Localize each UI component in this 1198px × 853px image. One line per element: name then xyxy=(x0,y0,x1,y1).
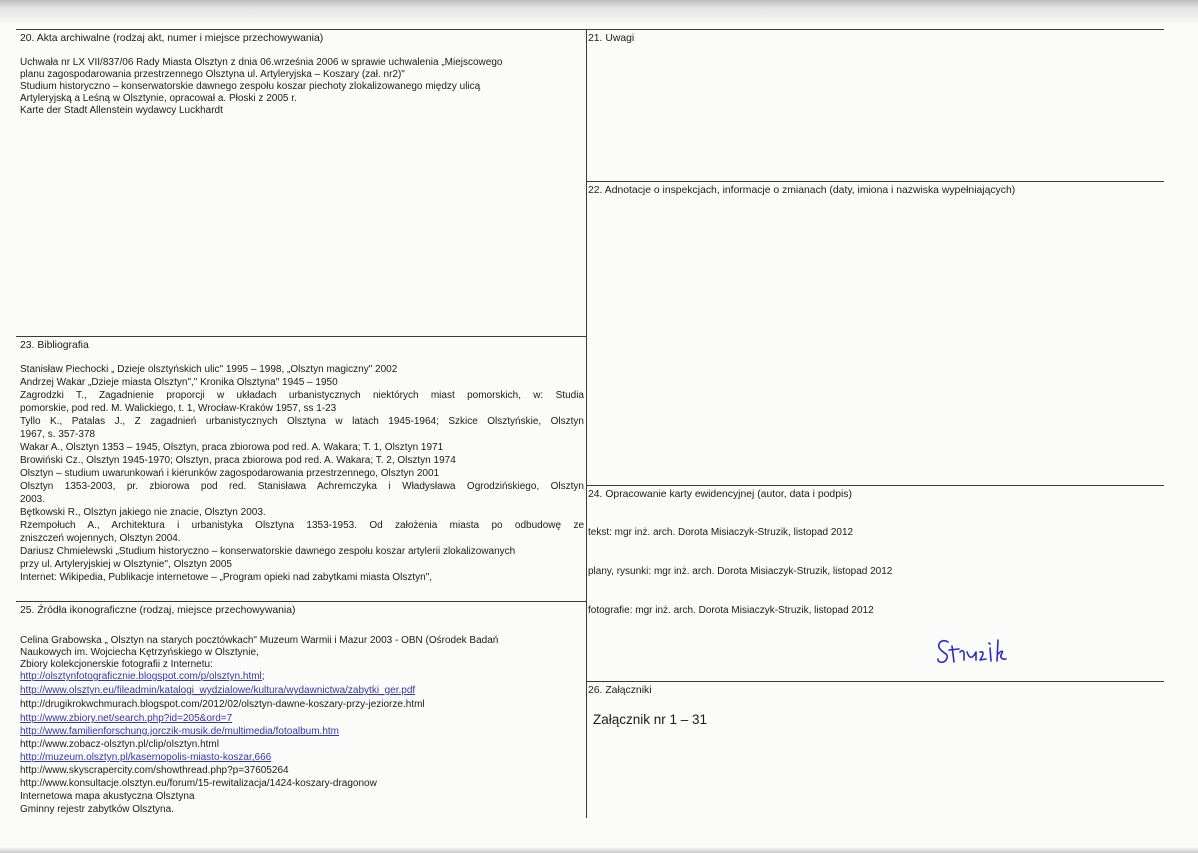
source-item[interactable]: http://olsztynfotograficznie.blogspot.com/p/olsztyn.html; xyxy=(20,671,265,682)
author-photos-line: fotografie: mgr inż. arch. Dorota Misiaczyk-Struzik, listopad 2012 xyxy=(588,605,874,616)
archival-line-5: Karte der Stadt Allenstein wydawcy Luckhardt xyxy=(20,105,223,116)
source-link[interactable]: http://muzeum.olsztyn.pl/kasernopolis-miasto-koszar,666 xyxy=(20,752,272,763)
attachments-content: Załącznik nr 1 – 31 xyxy=(593,712,708,727)
rule-22-24 xyxy=(586,485,1164,486)
section-26-heading: 26. Załączniki xyxy=(588,685,652,696)
source-item: http://drugikrokwchmurach.blogspot.com/2012/02/olsztyn-dawne-koszary-przy-jeziorze.html xyxy=(20,699,425,710)
source-item[interactable] xyxy=(20,685,415,697)
archival-line-1: Uchwała nr LX VII/837/06 Rady Miasta Olsztyn z dnia 06.września 2006 w sprawie uchwalenia „Miejscowego xyxy=(20,57,503,68)
source-link[interactable]: http://www.familienforschung.jorczik-musik.de/multimedia/fotoalbum.htm xyxy=(20,726,340,737)
bibliography-line-8: Browiński Cz., Olsztyn 1945-1970; Olsztyn, praca zbiorowa pod red. A. Wakara; T. 2, Olsztyn 1974 xyxy=(20,455,456,466)
source-link[interactable]: http://www.zbiory.net/search.php?id=205&ord=7 xyxy=(20,713,233,724)
bibliography-line-3: Zagrodzki T., Zagadnienie proporcji w układach urbanistycznych niektórych miast pomorskich, w: Studia xyxy=(20,390,584,401)
bibliography-line-4: pomorskie, pod red. M. Walickiego, t. 1, Wrocław-Kraków 1957, ss 1-23 xyxy=(20,403,337,414)
section-24-heading: 24. Opracowanie karty ewidencyjnej (autor, data i podpis) xyxy=(588,489,852,500)
author-plans-line: plany, rysunki: mgr inż. arch. Dorota Misiaczyk-Struzik, listopad 2012 xyxy=(588,566,893,577)
section-23-heading: 23. Bibliografia xyxy=(20,340,89,351)
bibliography-line-15: Dariusz Chmielewski „Studium historyczno – konserwatorskie dawnego zespołu koszar artylerii zlokalizowanych xyxy=(20,546,516,557)
iconography-intro-3: Zbiory kolekcjonerskie fotografii z Internetu: xyxy=(20,659,213,670)
rule-24-26 xyxy=(586,681,1164,682)
bibliography-line-11: 2003. xyxy=(20,494,46,505)
bibliography-line-7: Wakar A., Olsztyn 1353 – 1945, Olsztyn, praca zbiorowa pod red. A. Wakara; T. 1, Olsztyn 1971 xyxy=(20,442,444,453)
bibliography-line-6: 1967, s. 357-378 xyxy=(20,429,96,440)
iconography-intro-1: Celina Grabowska „ Olsztyn na starych pocztówkach" Muzeum Warmii i Mazur 2003 - OBN (Ośrodek Badań xyxy=(20,635,499,646)
iconography-intro-2: Naukowych im. Wojciecha Kętrzyńskiego w Olsztynie, xyxy=(20,647,259,658)
bibliography-line-14: zniszczeń wojennych, Olsztyn 2004. xyxy=(20,533,181,544)
rule-21-22 xyxy=(586,181,1164,182)
source-item: Internetowa mapa akustyczna Olsztyna xyxy=(20,791,195,802)
source-item[interactable] xyxy=(20,752,271,764)
bibliography-line-17: Internet: Wikipedia, Publikacje internetowe – „Program opieki nad zabytkami miasta Olsztyn", xyxy=(20,572,433,583)
center-divider xyxy=(586,29,587,818)
rule-20-23 xyxy=(16,336,586,337)
bibliography-line-2: Andrzej Wakar „Dzieje miasta Olsztyn"," Kronika Olsztyna" 1945 – 1950 xyxy=(20,377,338,388)
source-item: http://www.skyscrapercity.com/showthread.php?p=37605264 xyxy=(20,765,289,776)
bibliography-line-1: Stanisław Piechocki „ Dzieje olsztyńskich ulic" 1995 – 1998, „Olsztyn magiczny" 2002 xyxy=(20,364,398,375)
section-21-heading: 21. Uwagi xyxy=(588,33,635,44)
section-22-heading: 22. Adnotacje o inspekcjach, informacje o zmianach (daty, imiona i nazwiska wypełniających) xyxy=(588,185,1016,196)
bibliography-line-9: Olsztyn – studium uwarunkowań i kierunków zagospodarowania przestrzennego, Olsztyn 2001 xyxy=(20,468,440,479)
bibliography-line-5: Tyllo K., Patalas J., Z zagadnień urbanistycznych Olsztyna w latach 1945-1964; Szkice Olsztyńskie, Olsztyn xyxy=(20,416,584,427)
source-link[interactable]: http://www.olsztyn.eu/fileadmin/katalogi_wydzialowe/kultura/wydawnictwa/zabytki_ger.pdf xyxy=(20,685,416,696)
scan-bottom-edge xyxy=(0,847,1198,853)
bibliography-line-16: przy ul. Artyleryjskiej w Olsztynie", Olsztyn 2005 xyxy=(20,559,232,570)
archival-line-3: Studium historyczno – konserwatorskie dawnego zespołu koszar piechoty zlokalizowanego między ulicą xyxy=(20,81,481,92)
top-rule xyxy=(16,29,1164,30)
source-item: http://www.zobacz-olsztyn.pl/clip/olsztyn.html xyxy=(20,739,219,750)
section-20-heading: 20. Akta archiwalne (rodzaj akt, numer i miejsce przechowywania) xyxy=(20,33,324,44)
source-link[interactable]: http://olsztynfotograficznie.blogspot.com/p/olsztyn.html xyxy=(20,671,262,682)
scan-top-edge xyxy=(0,0,1198,24)
bibliography-line-12: Bętkowski R., Olsztyn jakiego nie znacie, Olsztyn 2003. xyxy=(20,507,266,518)
bibliography-line-10: Olsztyn 1353-2003, pr. zbiorowa pod red. Stanisława Achremczyka i Władysława Ogrodzińskiego, Olsztyn xyxy=(20,481,584,492)
source-item: Gminny rejestr zabytków Olsztyna. xyxy=(20,804,174,815)
source-item[interactable] xyxy=(20,713,232,725)
source-item[interactable] xyxy=(20,726,339,738)
archival-line-2: planu zagospodarowania przestrzennego Olsztyna ul. Artyleryjska – Koszary (zał. nr2)" xyxy=(20,69,405,80)
source-item: http://www.konsultacje.olsztyn.eu/forum/15-rewitalizacja/1424-koszary-dragonow xyxy=(20,778,377,789)
section-25-heading: 25. Źródła ikonograficzne (rodzaj, miejsce przechowywania) xyxy=(20,605,296,616)
archival-line-4: Artyleryjską a Leśną w Olsztynie, opracował a. Płoski z 2005 r. xyxy=(20,93,297,104)
author-text-line: tekst: mgr inż. arch. Dorota Misiaczyk-Struzik, listopad 2012 xyxy=(588,527,854,538)
author-signature xyxy=(934,632,1034,668)
rule-23-25 xyxy=(16,601,586,602)
bibliography-line-13: Rzempołuch A., Architektura i urbanistyka Olsztyna 1353-1953. Od założenia miasta po odbudowę ze xyxy=(20,520,584,531)
